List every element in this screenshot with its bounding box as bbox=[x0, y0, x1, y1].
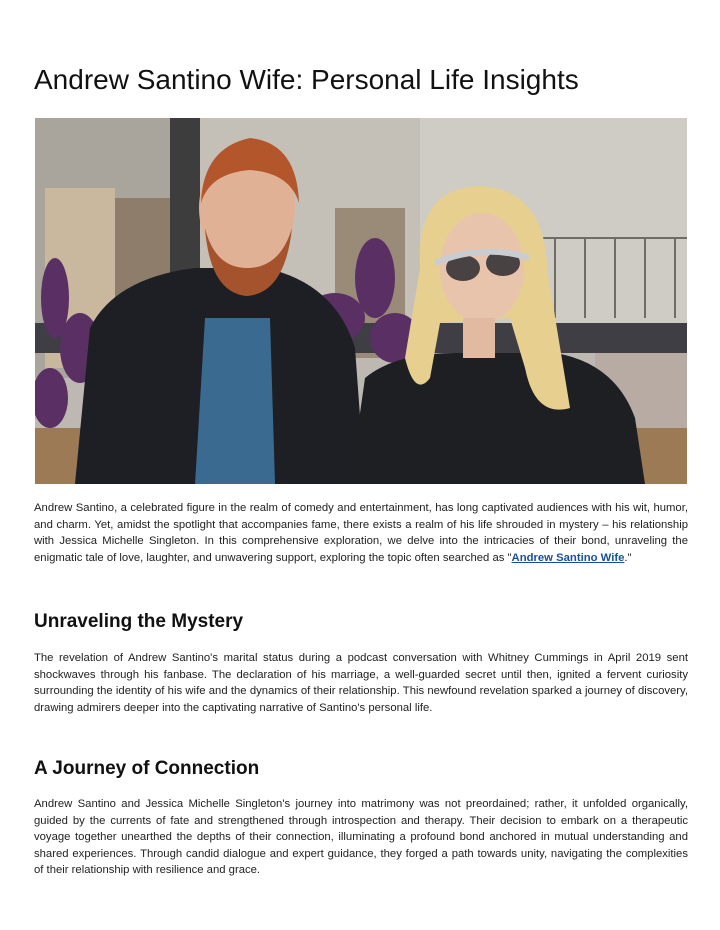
intro-paragraph bbox=[34, 500, 688, 566]
intro-text: Andrew Santino, a celebrated figure in the realm of comedy and entertainment, has long captivated audiences with his wit, humor, and charm. Yet, amidst the spotlight that accompanies fame, there exists a realm of his life shrouded in mystery – his relationship with Jessica Michelle Singleton. In this comprehensive exploration, we delve into the intricacies of their bond, unraveling the enigmatic tale of love, laughter, and unwavering support, exploring the topic often searched as " bbox=[34, 502, 688, 564]
section-body-journey: Andrew Santino and Jessica Michelle Singleton's journey into matrimony was not preordained; rather, it unfolded organically, guided by the currents of fate and strengthened through introspection and therapy. Their decision to embark on a therapeutic voyage together unearthed the depths of their connection, illuminating a profound bond anchored in mutual understanding and shared experiences. Through candid dialogue and expert guidance, they forged a path towards unity, navigating the complexities of their relationship with resilience and grace. bbox=[34, 798, 688, 877]
andrew-santino-wife-link[interactable]: Andrew Santino Wife bbox=[511, 551, 625, 564]
intro-text-end: ." bbox=[624, 551, 632, 564]
section-body-unraveling: The revelation of Andrew Santino's marital status during a podcast conversation with Whitney Cummings in April 2019 sent shockwaves through his fanbase. The declaration of his marriage, a well-guarded secret until then, ignited a fervent curiosity surrounding the identity of his wife and the dynamics of their relationship. This newfound revelation sparked a journey of discovery, drawing admirers deeper into the captivating narrative of Santino's personal life. bbox=[34, 652, 688, 714]
article-title: Andrew Santino Wife: Personal Life Insights bbox=[34, 64, 579, 95]
couple-photo bbox=[35, 118, 687, 484]
section-heading-unraveling: Unraveling the Mystery bbox=[34, 611, 244, 632]
section-heading-journey: A Journey of Connection bbox=[34, 758, 260, 779]
